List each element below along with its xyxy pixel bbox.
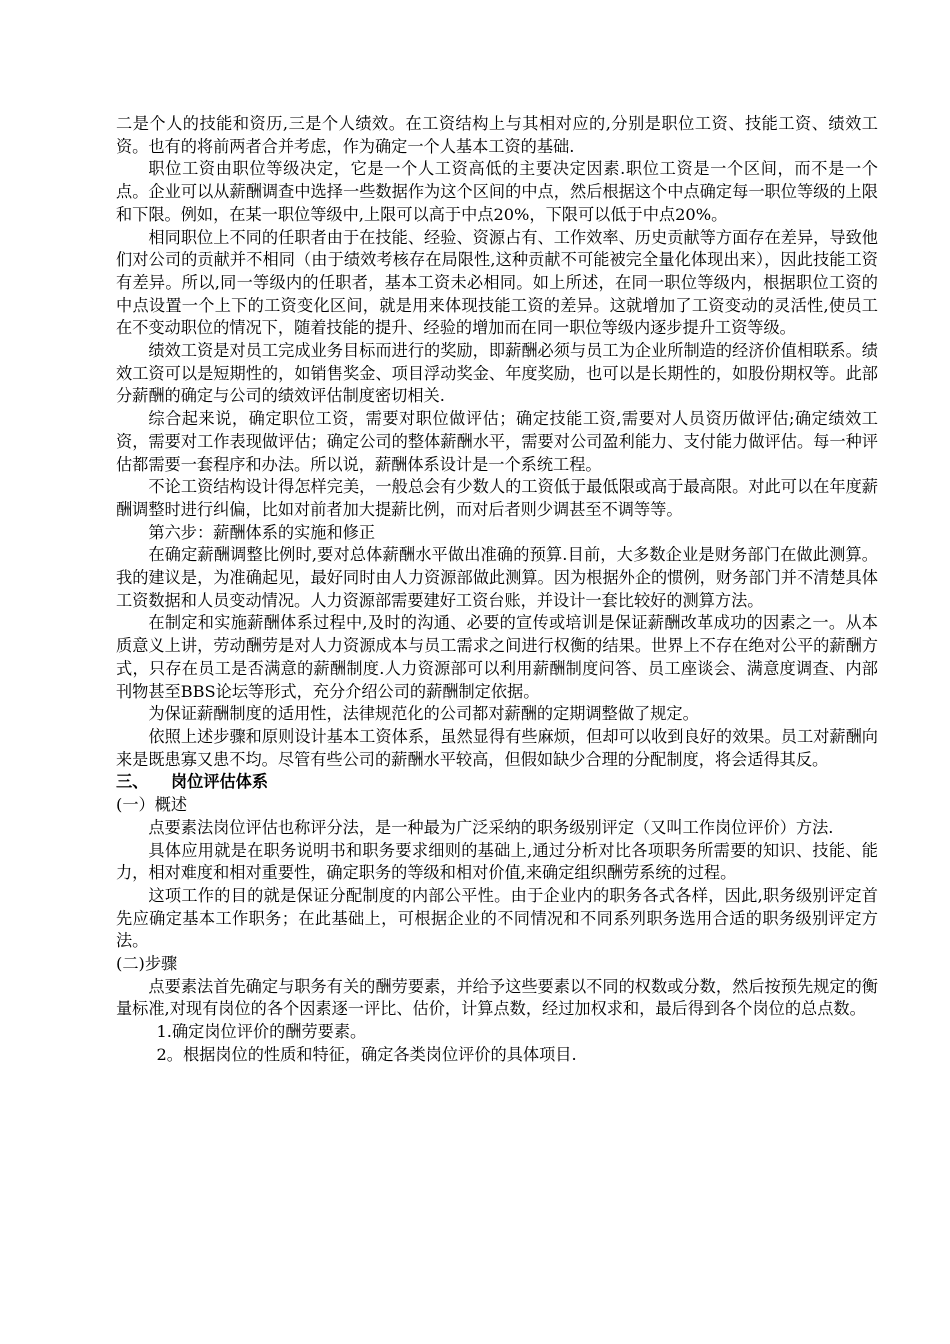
paragraph-skill-salary: 相同职位上不同的任职者由于在技能、经验、资源占有、工作效率、历史贡献等方面存在差异，导致他们对公司的贡献并不相同（由于绩效考核存在局限性,这种贡献不可能被完全量化体现出来），因此技能工资有差异。所以,同一等级内的任职者，基本工资未必相同。如上所述，在同一职位等级内，根据职位工资的中点设置一个上下的工资变化区间，就是用来体现技能工资的差异。这就增加了工资变动的灵活性,使员工在不变动职位的情况下，随着技能的提升、经验的增加而在同一职位等级内逐步提升工资等级。 bbox=[116, 227, 878, 338]
paragraph-adjustment: 不论工资结构设计得怎样完美，一般总会有少数人的工资低于最低限或高于最高限。对此可以在年度薪酬调整时进行纠偏，比如对前者加大提薪比例，而对后者则少调甚至不调等等。 bbox=[116, 477, 878, 519]
list-item-1: 1.确定岗位评价的酬劳要素。 bbox=[156, 1022, 367, 1042]
document-page bbox=[116, 113, 878, 1067]
paragraph-intro: 二是个人的技能和资历,三是个人绩效。在工资结构上与其相对应的,分别是职位工资、技能工资、绩效工资。也有的将前两者合并考虑，作为确定一个人基本工资的基础. bbox=[116, 114, 878, 156]
paragraph-applicability: 为保证薪酬制度的适用性，法律规范化的公司都对薪酬的定期调整做了规定。 bbox=[148, 704, 699, 724]
paragraph-purpose: 这项工作的目的就是保证分配制度的内部公平性。由于企业内的职务各式各样，因此,职务级别评定首先应确定基本工作职务；在此基础上，可根据企业的不同情况和不同系列职务选用合适的职务级别评定方法。 bbox=[116, 885, 878, 951]
paragraph-point-method: 点要素法岗位评估也称评分法，是一种最为广泛采纳的职务级别评定（又叫工作岗位评价）方法. bbox=[148, 817, 834, 837]
paragraph-application: 具体应用就是在职务说明书和职务要求细则的基础上,通过分析对比各项职务所需要的知识、技能、能力，相对难度和相对重要性，确定职务的等级和相对价值,来确定组织酬劳系统的过程。 bbox=[116, 840, 878, 883]
paragraph-communication: 在制定和实施薪酬体系过程中,及时的沟通、必要的宣传或培训是保证薪酬改革成功的因素之一。从本质意义上讲，劳动酬劳是对人力资源成本与员工需求之间进行权衡的结果。世界上不存在绝对公平的薪酬方式，只存在员工是否满意的薪酬制度.人力资源部可以利用薪酬制度问答、员工座谈会、满意度调查、内部刊物甚至BBS论坛等形式，充分介绍公司的薪酬制定依据。 bbox=[116, 613, 878, 701]
subsection-overview: (一）概述 bbox=[116, 795, 188, 815]
section-heading-three: 三、 岗位评估体系 bbox=[116, 772, 269, 792]
list-item-2: 2。根据岗位的性质和特征，确定各类岗位评价的具体项目. bbox=[156, 1044, 577, 1064]
paragraph-conclusion: 依照上述步骤和原则设计基本工资体系，虽然显得有些麻烦，但却可以收到良好的效果。员工对薪酬向来是既患寡又患不均。尽管有些公司的薪酬水平较高，但假如缺少合理的分配制度，将会适得其反。 bbox=[116, 726, 878, 769]
paragraph-performance-salary: 绩效工资是对员工完成业务目标而进行的奖励，即薪酬必须与员工为企业所制造的经济价值相联系。绩效工资可以是短期性的，如销售奖金、项目浮动奖金、年度奖励，也可以是长期性的，如股份期权等。此部分薪酬的确定与公司的绩效评估制度密切相关. bbox=[116, 341, 878, 406]
paragraph-position-salary: 职位工资由职位等级决定，它是一个人工资高低的主要决定因素.职位工资是一个区间，而不是一个点。企业可以从薪酬调查中选择一些数据作为这个区间的中点，然后根据这个中点确定每一职位等级的上限和下限。例如，在某一职位等级中,上限可以高于中点20%，下限可以低于中点20%。 bbox=[116, 159, 878, 224]
step-six-title: 第六步：薪酬体系的实施和修正 bbox=[148, 522, 376, 542]
paragraph-steps-detail: 点要素法首先确定与职务有关的酬劳要素，并给予这些要素以不同的权数或分数，然后按预先规定的衡量标准,对现有岗位的各个因素逐一评比、估价，计算点数，经过加权求和，最后得到各个岗位的总点数。 bbox=[116, 976, 878, 1019]
subsection-steps: (二)步骤 bbox=[116, 954, 178, 974]
paragraph-budget: 在确定薪酬调整比例时,要对总体薪酬水平做出准确的预算.目前，大多数企业是财务部门在做此测算。我的建议是，为准确起见，最好同时由人力资源部做此测算。因为根据外企的惯例，财务部门并不清楚具体工资数据和人员变动情况。人力资源部需要建好工资台账，并设计一套比较好的测算方法。 bbox=[116, 545, 878, 610]
paragraph-summary: 综合起来说，确定职位工资，需要对职位做评估；确定技能工资,需要对人员资历做评估;确定绩效工资，需要对工作表现做评估；确定公司的整体薪酬水平，需要对公司盈利能力、支付能力做评估。每一种评估都需要一套程序和办法。所以说，薪酬体系设计是一个系统工程。 bbox=[116, 409, 878, 474]
